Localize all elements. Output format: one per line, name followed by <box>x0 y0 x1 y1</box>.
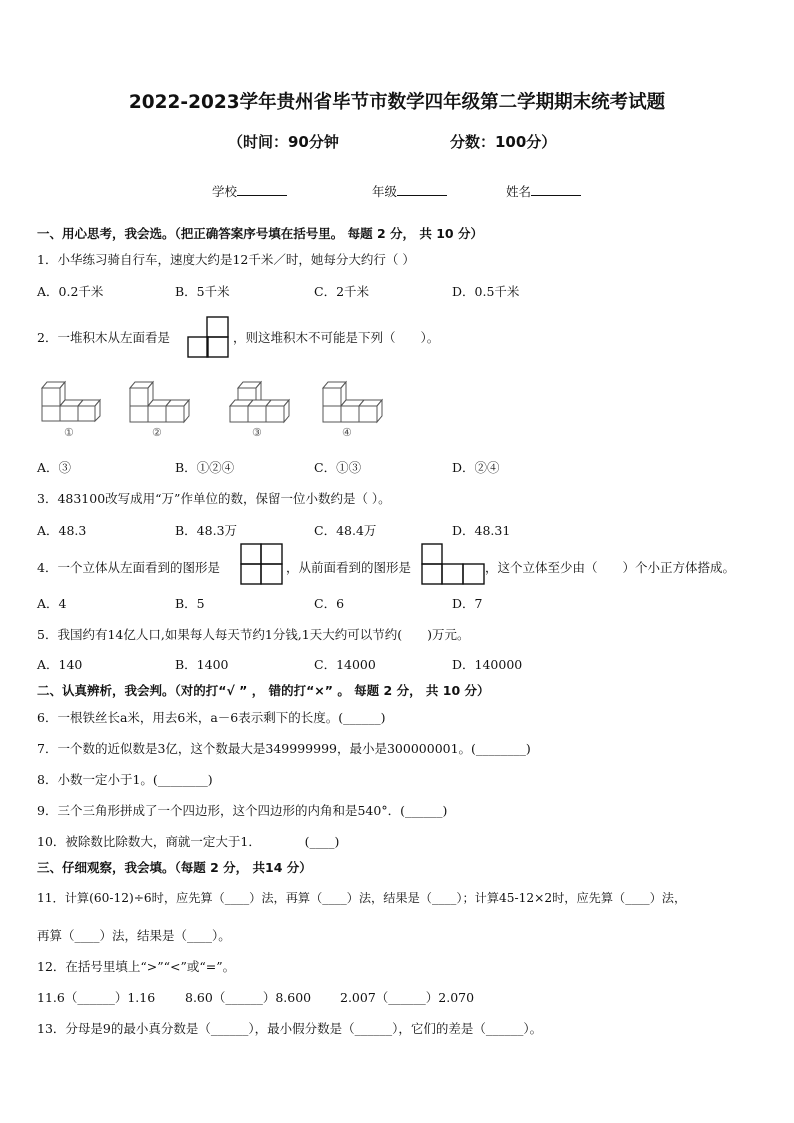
q4-front-view-figure <box>421 543 485 585</box>
left-view-figure <box>187 316 231 358</box>
cube-figure-3 <box>228 378 298 440</box>
question-3: 3．483100改写成用“万”作单位的数，保留一位小数约是（ ）。 <box>37 491 391 506</box>
figure-label-3: ③ <box>252 426 262 439</box>
q2-option-d[interactable]: D．②④ <box>452 460 500 475</box>
q2-option-c[interactable]: C．①③ <box>314 460 362 475</box>
q3-option-a[interactable]: A．48.3 <box>37 523 87 538</box>
question-11-line-2: 再算（____）法，结果是（____）。 <box>37 928 231 943</box>
time-label: （时间：90分钟 <box>228 133 339 151</box>
q4-option-d[interactable]: D．7 <box>452 596 483 611</box>
q1-option-c[interactable]: C．2千米 <box>314 284 370 299</box>
q2-option-a[interactable]: A．③ <box>37 460 72 475</box>
cube-figure-4 <box>318 378 388 440</box>
question-8: 8．小数一定小于1。(________) <box>37 772 213 787</box>
name-blank[interactable] <box>531 183 581 196</box>
q4-option-b[interactable]: B．5 <box>175 596 205 611</box>
name-field[interactable] <box>506 182 581 200</box>
q4-option-c[interactable]: C．6 <box>314 596 345 611</box>
question-2-suffix: ，则这堆积木不可能是下列（ ）。 <box>233 330 440 345</box>
score-label: 分数：100分） <box>450 133 557 151</box>
question-13: 13．分母是9的最小真分数是（______），最小假分数是（______），它们的差是（______）。 <box>37 1021 543 1036</box>
figure-label-4: ④ <box>342 426 352 439</box>
question-6: 6．一根铁丝长a米，用去6米，a－6表示剩下的长度。(______) <box>37 710 386 725</box>
question-1: 1．小华练习骑自行车，速度大约是12千米／时，她每分大约行（ ） <box>37 252 415 267</box>
question-2-prefix: 2．一堆积木从左面看是 <box>37 330 170 345</box>
q12-item-1: 11.6（______）1.16 <box>37 990 156 1005</box>
q5-option-a[interactable]: A．140 <box>37 657 83 672</box>
school-field[interactable] <box>212 182 287 200</box>
q2-option-b[interactable]: B．①②④ <box>175 460 235 475</box>
section-3-heading: 三、仔细观察，我会填。（每题 2 分， 共14 分） <box>37 860 312 875</box>
page-title: 2022-2023学年贵州省毕节市数学四年级第二学期期末统考试题 <box>128 92 666 113</box>
question-10: 10．被除数比除数大，商就一定大于1． (____) <box>37 834 340 849</box>
q12-item-3: 2.007（______）2.070 <box>340 990 475 1005</box>
q4-left-view-figure <box>240 543 284 585</box>
section-2-heading: 二、认真辨析，我会判。（对的打“√ ” ， 错的打“×” 。 每题 2 分， 共 10 分） <box>37 683 490 698</box>
q1-option-a[interactable]: A．0.2千米 <box>37 284 104 299</box>
question-12: 12．在括号里填上“>”“<”或“=”。 <box>37 959 236 974</box>
grade-blank[interactable] <box>397 183 447 196</box>
question-9: 9．三个三角形拼成了一个四边形，这个四边形的内角和是540°．(______) <box>37 803 448 818</box>
question-4-part-c: ，这个立体至少由（ ）个小正方体搭成。 <box>485 560 736 575</box>
figure-label-1: ① <box>64 426 74 439</box>
q3-option-c[interactable]: C．48.4万 <box>314 523 377 538</box>
school-label: 学校 <box>212 184 238 199</box>
q5-option-b[interactable]: B．1400 <box>175 657 229 672</box>
grade-field[interactable] <box>372 182 447 200</box>
q5-option-c[interactable]: C．14000 <box>314 657 376 672</box>
figure-label-2: ② <box>152 426 162 439</box>
question-4-part-a: 4．一个立体从左面看到的图形是 <box>37 560 220 575</box>
question-4-part-b: ，从前面看到的图形是 <box>286 560 412 575</box>
cube-figure-2 <box>126 378 196 440</box>
q1-option-b[interactable]: B．5千米 <box>175 284 230 299</box>
cube-figure-1 <box>36 378 102 440</box>
question-5: 5．我国约有14亿人口,如果每人每天节约1分钱,1天大约可以节约( )万元。 <box>37 627 470 642</box>
section-1-heading: 一、用心思考，我会选。（把正确答案序号填在括号里。 每题 2 分， 共 10 分） <box>37 226 483 241</box>
grade-label: 年级 <box>372 184 398 199</box>
question-11-line-1: 11．计算(60-12)÷6时，应先算（____）法，再算（____）法，结果是（____）；计算45-12×2时，应先算（____）法， <box>37 891 687 905</box>
q12-item-2: 8.60（______）8.600 <box>185 990 312 1005</box>
school-blank[interactable] <box>237 183 287 196</box>
q4-option-a[interactable]: A．4 <box>37 596 67 611</box>
name-label: 姓名 <box>506 184 532 199</box>
q3-option-b[interactable]: B．48.3万 <box>175 523 238 538</box>
q5-option-d[interactable]: D．140000 <box>452 657 523 672</box>
q3-option-d[interactable]: D．48.31 <box>452 523 511 538</box>
question-7: 7．一个数的近似数是3亿，这个数最大是349999999，最小是300000001。(________) <box>37 741 531 756</box>
q1-option-d[interactable]: D．0.5千米 <box>452 284 520 299</box>
